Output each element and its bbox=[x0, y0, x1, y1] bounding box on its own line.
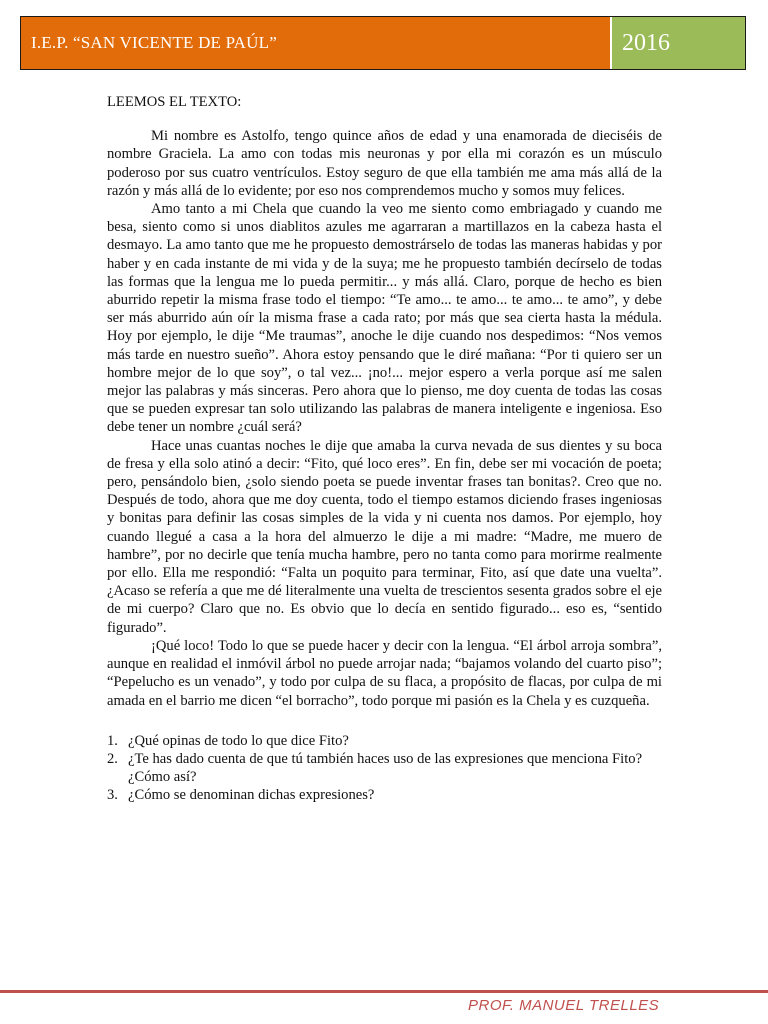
question-number: 3. bbox=[107, 787, 118, 804]
paragraph: Hace unas cuantas noches le dije que amaba la curva nevada de sus dientes y su boca de fresa y ella solo atinó a decir: “Fito, qué loco eres”. En fin, debe ser mi vocación de poeta; pero, pensándolo bien, ¿solo siendo poeta se puede inventar frases tan bonitas?. Creo que no. Después de todo, ahora que me doy cuenta, todo el tiempo estamos diciendo frases ingeniosas y bonitas para definir las cosas simples de la vida y ni cuenta nos damos. Por ejemplo, hoy cuando llegué a casa a la hora del almuerzo le dije a mi madre: “Madre, me muero de hambre”, por no decirle que tenía mucha hambre, pero no tanta como para morirme realmente por ello. Ella me respondió: “Falta un poquito para terminar, Fito, así que date una vuelta”. ¿Acaso se refería a que me dé literalmente una vuelta de trescientos sesenta grados sobre el eje de mi cuerpo? Claro que no. Es obvio que lo decía en sentido figurado... eso es, “sentido figurado”. bbox=[107, 437, 662, 636]
paragraph: ¡Qué loco! Todo lo que se puede hacer y decir con la lengua. “El árbol arroja sombra”, aunque en realidad el inmóvil árbol no puede arrojar nada; “bajamos volando del cuarto piso”; “Pepelucho es un venado”, y todo por culpa de su flaca, a propósito de flacas, por culpa de mi amada en el barrio me dicen “el borracho”, todo porque mi pasión es la Chela y es cuzqueña. bbox=[107, 637, 662, 709]
footer-author: PROF. MANUEL TRELLES bbox=[468, 997, 660, 1014]
question-number: 1. bbox=[107, 732, 118, 749]
question-item bbox=[107, 786, 662, 804]
paragraph: Mi nombre es Astolfo, tengo quince años de edad y una enamorada de dieciséis de nombre Graciela. La amo con todas mis neuronas y por ella mi corazón es un músculo poderoso por sus cuatro ventrículos. Estoy seguro de que ella también me ama más allá de la razón y más allá de lo evidente; por eso nos comprendemos mucho y somos muy felices. bbox=[107, 128, 662, 199]
question-text: ¿Te has dado cuenta de que tú también haces uso de las expresiones que menciona Fito? ¿Cómo así? bbox=[128, 750, 643, 786]
section-heading: LEEMOS EL TEXTO: bbox=[107, 94, 242, 110]
school-name: I.E.P. “SAN VICENTE DE PAÚL” bbox=[31, 33, 277, 52]
document-body bbox=[107, 93, 662, 805]
question-text: ¿Cómo se denominan dichas expresiones? bbox=[128, 787, 375, 804]
footer-divider bbox=[0, 990, 768, 993]
question-text: ¿Qué opinas de todo lo que dice Fito? bbox=[128, 732, 349, 749]
question-list bbox=[107, 732, 662, 805]
year-banner bbox=[612, 17, 745, 69]
paragraph: Amo tanto a mi Chela que cuando la veo me siento como embriagado y cuando me besa, siento como si unos diablitos azules me agarraran a martillazos en la cabeza hasta el desmayo. La amo tanto que me he propuesto demostrárselo de todas las maneras habidas y por haber y en cada instante de mi vida y de la suya; me he propuesto también decírselo de todas las formas que la lengua me lo pueda permitir... y más allá. Claro, porque de hecho es bien aburrido repetir la misma frase todo el tiempo: “Te amo... te amo... te amo... te amo”, y debe ser más aburrido aún oír la misma frase a cada rato; por más que sea cierta hasta la médula. Hoy por ejemplo, le dije “Me traumas”, anoche le dije cuando nos despedimos: “Nos vemos más tarde en nuestro sueño”. Ahora estoy pensando que le diré mañana: “Por ti quiero ser un hombre mejor de lo que soy”, o tal vez... ¡no!... mejor espero a verla porque así me salen mejor las palabras y más sinceras. Pero ahora que lo pienso, me doy cuenta de todas las cosas que se pueden expresar tan solo utilizando las palabras de manera inteligente e ingeniosa. Eso debe tener un nombre ¿cuál será? bbox=[107, 201, 662, 436]
page-header bbox=[20, 16, 746, 70]
school-banner bbox=[21, 17, 612, 69]
question-item bbox=[107, 732, 662, 750]
question-number: 2. bbox=[107, 750, 118, 767]
year-label: 2016 bbox=[622, 29, 670, 56]
question-item bbox=[107, 750, 662, 786]
